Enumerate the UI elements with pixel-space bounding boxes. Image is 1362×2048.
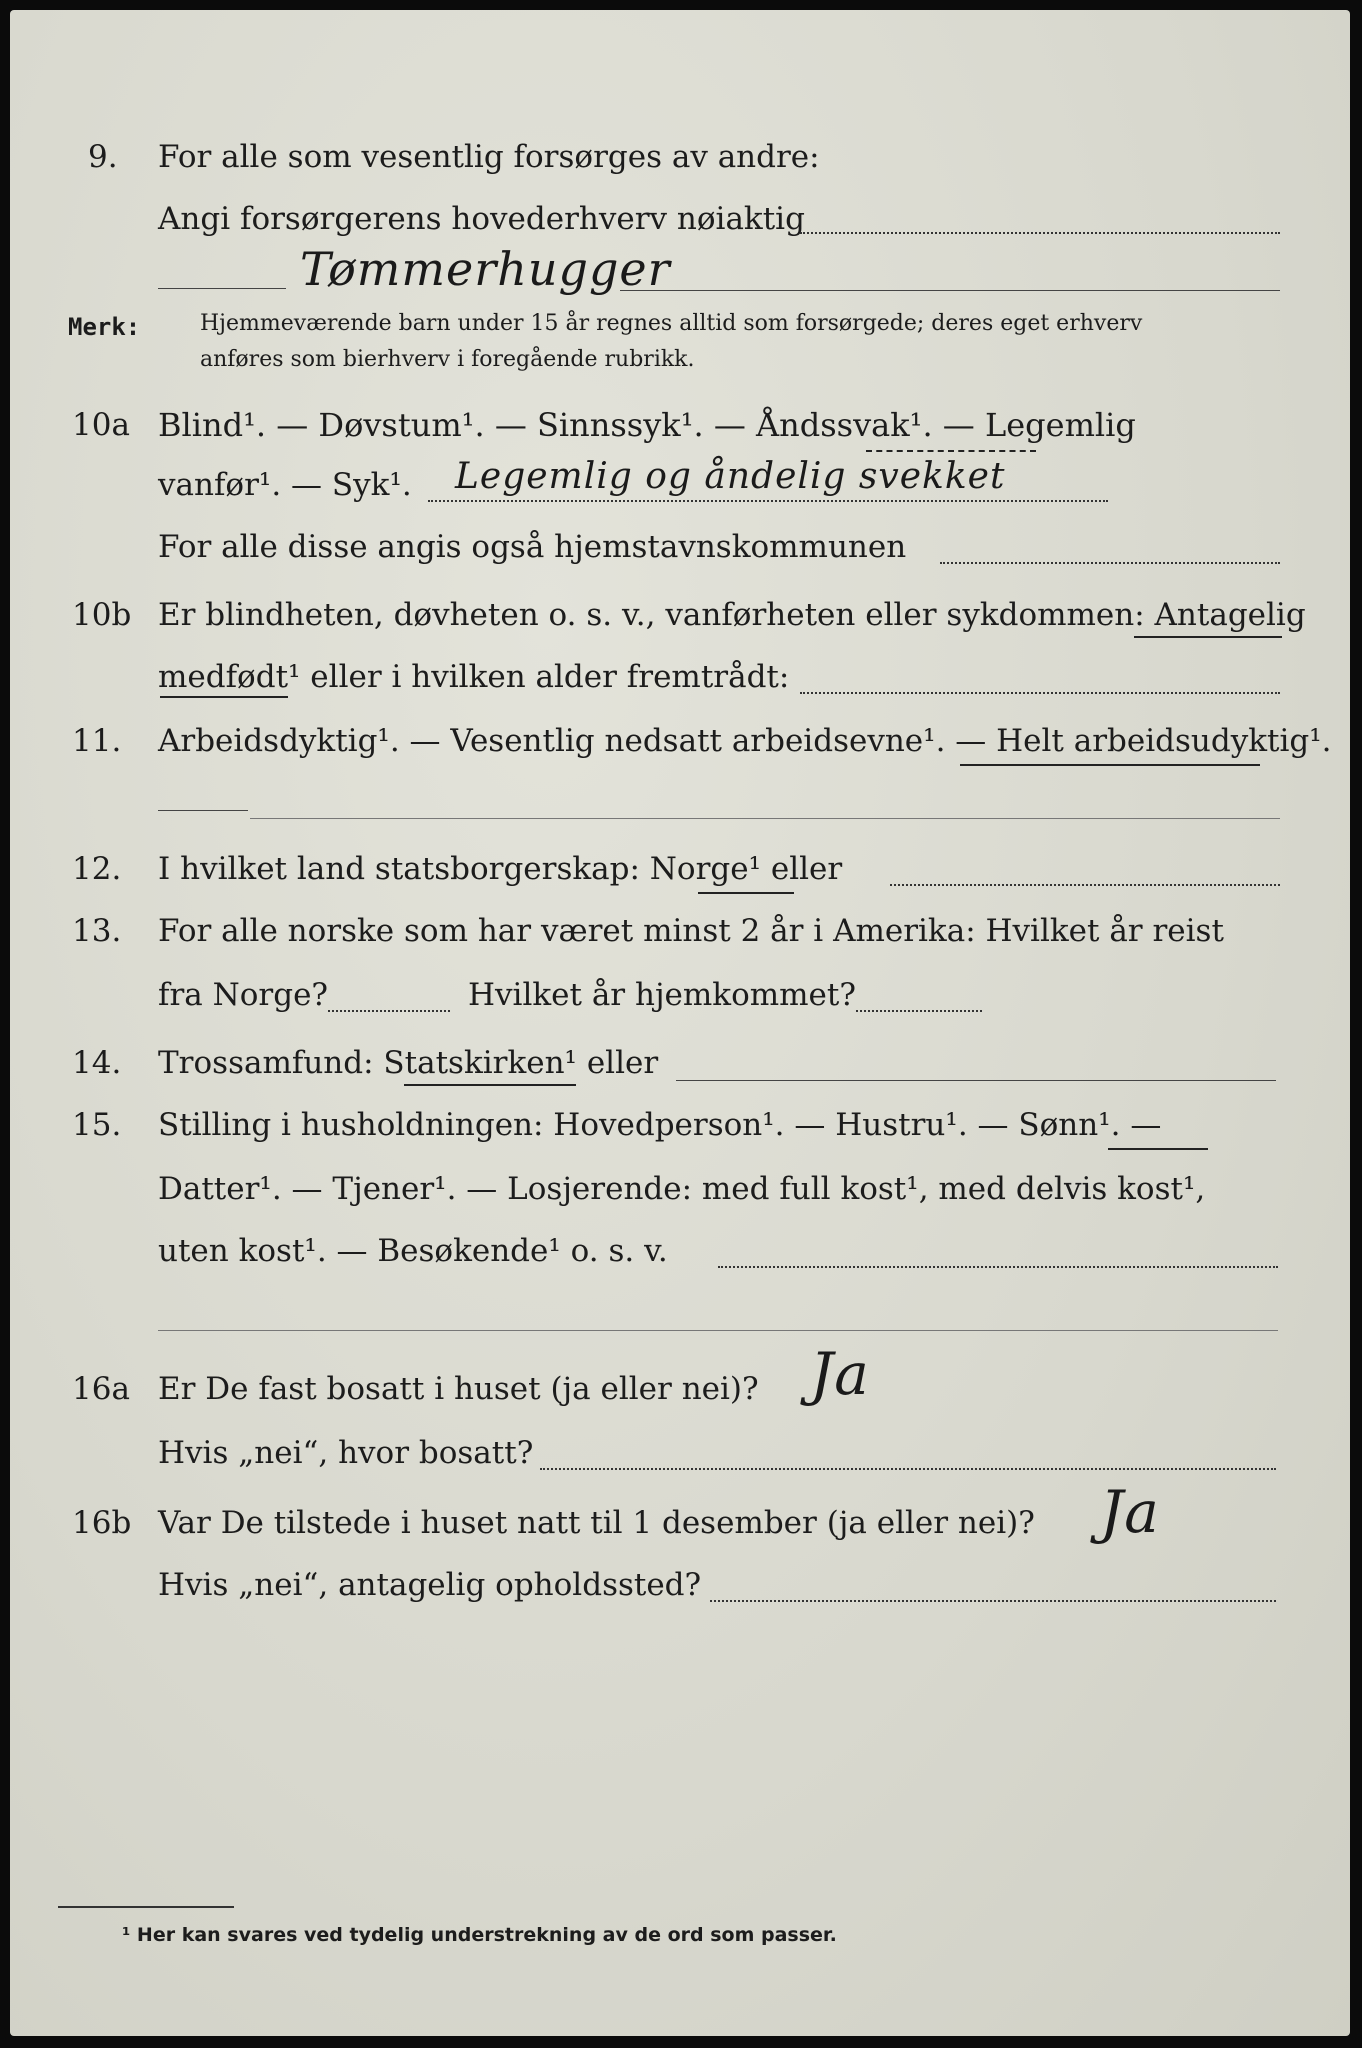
q10a-options-line-2: vanfør¹. — Syk¹. xyxy=(158,467,412,503)
question-number-9: 9. xyxy=(88,139,118,175)
answer-line xyxy=(428,500,1108,502)
q16a-line-2: Hvis „nei“, hvor bosatt? xyxy=(158,1435,534,1471)
answer-line xyxy=(856,1010,982,1012)
answer-line xyxy=(676,1080,1276,1081)
footnote-text: ¹ Her kan svares ved tydelig understrekning av de ord som passer. xyxy=(122,1924,837,1946)
answer-line xyxy=(890,884,1280,886)
note-text-line-1: Hjemmeværende barn under 15 år regnes alltid som forsørgede; deres eget erhverv xyxy=(200,311,1143,336)
q15-line-1: Stilling i husholdningen: Hovedperson¹. — Hustru¹. — Sønn¹. — xyxy=(158,1107,1162,1143)
underline-sonn xyxy=(1108,1148,1208,1150)
underline-statskirken xyxy=(404,1084,576,1086)
answer-line xyxy=(250,818,1280,819)
underline-helt-arbeidsudyktig xyxy=(960,764,1260,766)
question-number-14: 14. xyxy=(72,1045,122,1081)
q15-line-3: uten kost¹. — Besøkende¹ o. s. v. xyxy=(158,1233,668,1269)
q11-options: Arbeidsdyktig¹. — Vesentlig nedsatt arbeidsevne¹. — Helt arbeidsudyktig¹. xyxy=(158,723,1332,759)
q15-line-2: Datter¹. — Tjener¹. — Losjerende: med full kost¹, med delvis kost¹, xyxy=(158,1171,1206,1207)
underline-norge xyxy=(698,892,794,894)
question-number-16b: 16b xyxy=(72,1505,132,1541)
question-number-10b: 10b xyxy=(72,597,132,633)
answer-line xyxy=(158,1330,1278,1331)
answer-line xyxy=(620,290,1280,291)
handwritten-answer-q9: Tømmerhugger xyxy=(300,242,671,296)
answer-line xyxy=(710,1600,1276,1602)
q10a-hometown-prompt: For alle disse angis også hjemstavnskommunen xyxy=(158,529,907,565)
q13-line-2b: Hvilket år hjemkommet? xyxy=(468,977,856,1013)
q16b-line-1: Var De tilstede i huset natt til 1 desember (ja eller nei)? xyxy=(158,1505,1035,1541)
answer-line xyxy=(800,692,1280,694)
q13-line-2a: fra Norge? xyxy=(158,977,329,1013)
q14-text: Trossamfund: Statskirken¹ eller xyxy=(158,1045,659,1081)
q13-line-1: For alle norske som har været minst 2 år i Amerika: Hvilket år reist xyxy=(158,913,1224,949)
answer-line xyxy=(940,562,1280,564)
answer-line xyxy=(328,1010,450,1012)
answer-line xyxy=(540,1468,1276,1470)
q12-text: I hvilket land statsborgerskap: Norge¹ eller xyxy=(158,851,843,887)
q16b-line-2: Hvis „nei“, antagelig opholdssted? xyxy=(158,1567,702,1603)
question-number-13: 13. xyxy=(72,913,122,949)
question-number-15: 15. xyxy=(72,1107,122,1143)
q10b-line-1: Er blindheten, døvheten o. s. v., vanførheten eller sykdommen: Antagelig xyxy=(158,597,1306,633)
q9-prompt: Angi forsørgerens hovederhverv nøiaktig xyxy=(158,201,805,237)
question-number-12: 12. xyxy=(72,851,122,887)
footnote-divider xyxy=(58,1906,234,1908)
q10a-options-line-1: Blind¹. — Døvstum¹. — Sinnssyk¹. — Åndssvak¹. — Legemlig xyxy=(158,406,1136,444)
question-number-10a: 10a xyxy=(72,407,130,443)
question-number-16a: 16a xyxy=(72,1371,130,1407)
q9-heading: For alle som vesentlig forsørges av andre: xyxy=(158,139,820,175)
underline-antagelig xyxy=(1134,636,1282,638)
handwritten-answer-q16b: Ja xyxy=(1100,1478,1160,1546)
handwritten-answer-q10a: Legemlig og åndelig svekket xyxy=(455,456,1006,497)
question-number-11: 11. xyxy=(72,723,122,759)
note-text-line-2: anføres som bierhverv i foregående rubrikk. xyxy=(200,347,695,372)
underline-medfodt xyxy=(160,696,288,698)
note-label: Merk: xyxy=(68,313,141,341)
answer-line xyxy=(718,1266,1278,1268)
answer-line xyxy=(158,810,248,811)
census-form-page xyxy=(10,10,1350,2036)
q10b-line-2: medfødt¹ eller i hvilken alder fremtrådt: xyxy=(158,659,790,695)
handwritten-answer-q16a: Ja xyxy=(810,1340,870,1408)
answer-line xyxy=(800,232,1280,234)
q16a-line-1: Er De fast bosatt i huset (ja eller nei)? xyxy=(158,1371,759,1407)
answer-line xyxy=(158,288,286,289)
underline-andssvak xyxy=(866,450,1036,452)
